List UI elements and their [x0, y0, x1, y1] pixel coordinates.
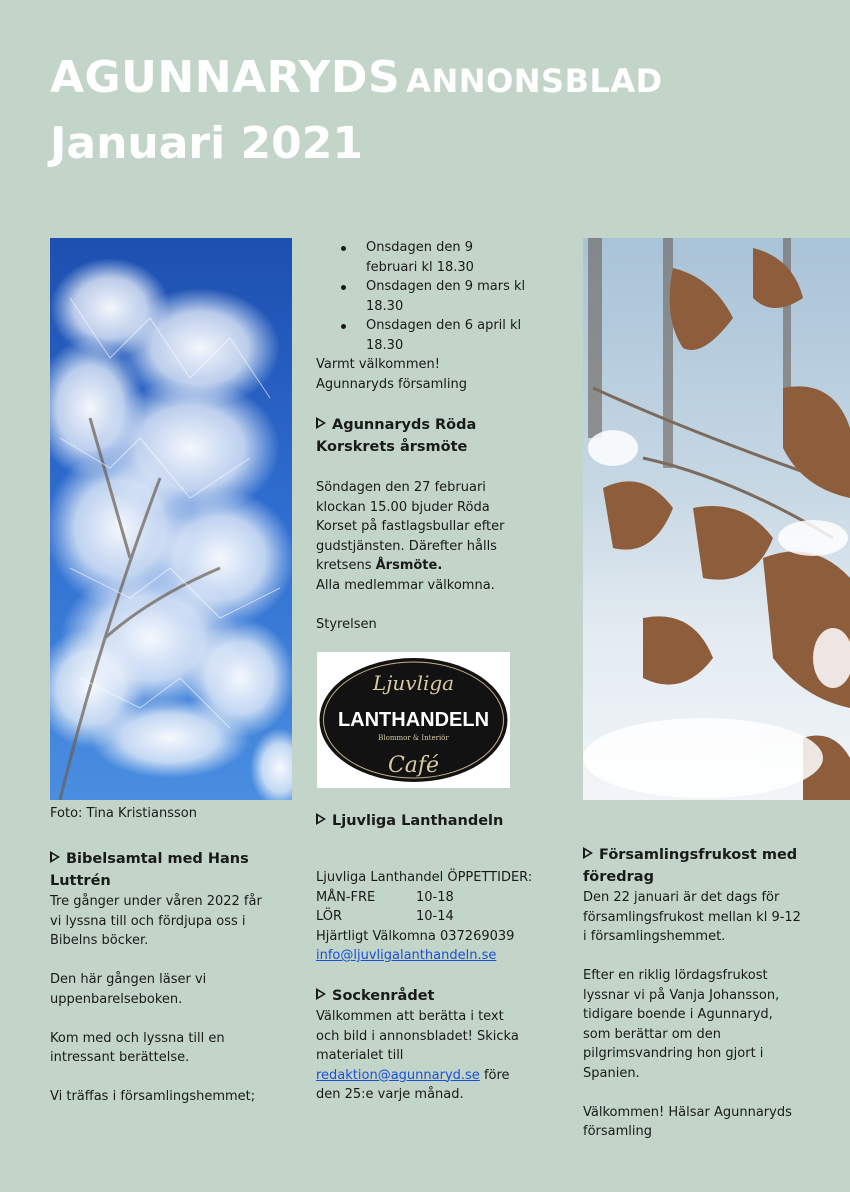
bible-paragraph: Tre gånger under våren 2022 får vi lyssna till och fördjupa oss i Bibelns böcker.	[50, 894, 262, 948]
bible-paragraph: Vi träffas i församlingshemmet;	[50, 1089, 256, 1104]
council-text: Välkommen att berätta i text och bild i annonsbladet! Skicka materialet till redaktion@agunnaryd.se före den 25:e varje månad.	[316, 1009, 519, 1102]
title-part2: ANNONSBLAD	[406, 62, 663, 100]
redcross-section	[316, 414, 516, 634]
page-title	[50, 52, 663, 103]
shop-hours-title: Ljuvliga Lanthandel ÖPPETTIDER:	[316, 870, 533, 885]
bible-dates	[316, 238, 526, 394]
shop-day: LÖR	[316, 909, 343, 924]
shop-time: 10-18	[416, 889, 454, 905]
bible-section	[50, 848, 275, 1107]
bible-paragraph: Kom med och lyssna till en intressant berättelse.	[50, 1030, 225, 1065]
shop-section	[316, 810, 536, 832]
list-item: Onsdagen den 6 april kl 18.30	[316, 316, 526, 355]
title-part1: AGUNNARYDS	[50, 52, 401, 103]
shop-day: MÅN-FRE	[316, 889, 376, 905]
lanthandeln-logo	[317, 652, 510, 788]
triangle-bullet-icon	[583, 847, 593, 859]
triangle-bullet-icon	[316, 988, 326, 1000]
council-email-link[interactable]: redaktion@agunnaryd.se	[316, 1067, 480, 1083]
list-item: Onsdagen den 9 mars kl 18.30	[316, 277, 526, 316]
breakfast-heading: Församlingsfrukost med föredrag	[583, 847, 798, 885]
logo-sub: Blommor & Interiör	[378, 734, 449, 742]
breakfast-paragraph: Välkommen! Hälsar Agunnaryds församling	[583, 1104, 792, 1139]
council-heading: Sockenrådet	[316, 985, 531, 1007]
breakfast-paragraph: Den 22 januari är det dags för församlingsfrukost mellan kl 9-12 i församlingshemmet.	[583, 890, 801, 944]
redcross-text2: Alla medlemmar välkomna.	[316, 577, 495, 593]
redcross-text: Söndagen den 27 februari klockan 15.00 bjuder Röda Korset på fastlagsbullar efter gudstjänsten. Därefter hålls kretsens Årsmöte.	[316, 480, 505, 573]
shop-welcome: Hjärtligt Välkomna 037269039	[316, 928, 515, 944]
bible-paragraph: Den här gången läser vi uppenbarelseboken.	[50, 972, 207, 1007]
annual-meeting-bold: Årsmöte.	[375, 558, 443, 573]
logo-script-bottom: Café	[387, 753, 440, 778]
logo-script-top: Ljuvliga	[372, 671, 455, 695]
page-subtitle: Januari 2021	[50, 118, 363, 169]
list-item: Onsdagen den 9 februari kl 18.30	[316, 238, 526, 277]
breakfast-section	[583, 844, 803, 1142]
photo-caption: Foto: Tina Kristiansson	[50, 806, 197, 821]
logo-oval	[317, 652, 510, 788]
redcross-heading: Agunnaryds Röda Korskrets årsmöte	[316, 417, 477, 455]
frost-tree-photo	[50, 238, 292, 800]
shop-hours	[316, 868, 541, 966]
council-section	[316, 985, 531, 1105]
triangle-bullet-icon	[316, 417, 326, 429]
shop-heading: Ljuvliga Lanthandeln	[316, 810, 536, 832]
bible-heading: Bibelsamtal med Hans Luttrén	[50, 851, 249, 889]
shop-time: 10-14	[416, 909, 454, 924]
triangle-bullet-icon	[50, 851, 60, 863]
logo-main: LANTHANDELN	[337, 709, 490, 731]
welcome-line: Varmt välkommen!	[316, 357, 440, 372]
shop-email-link[interactable]: info@ljuvligalanthandeln.se	[316, 948, 497, 963]
triangle-bullet-icon	[316, 813, 326, 825]
welcome-signature: Agunnaryds församling	[316, 376, 468, 392]
frost-leaves-photo	[583, 238, 850, 800]
breakfast-paragraph: Efter en riklig lördagsfrukost lyssnar vi på Vanja Johansson, tidigare boende i Agunnaryd, som berättar om den pilgrimsvandring hon gjort i Spanien.	[583, 968, 780, 1081]
redcross-signature: Styrelsen	[316, 616, 377, 632]
